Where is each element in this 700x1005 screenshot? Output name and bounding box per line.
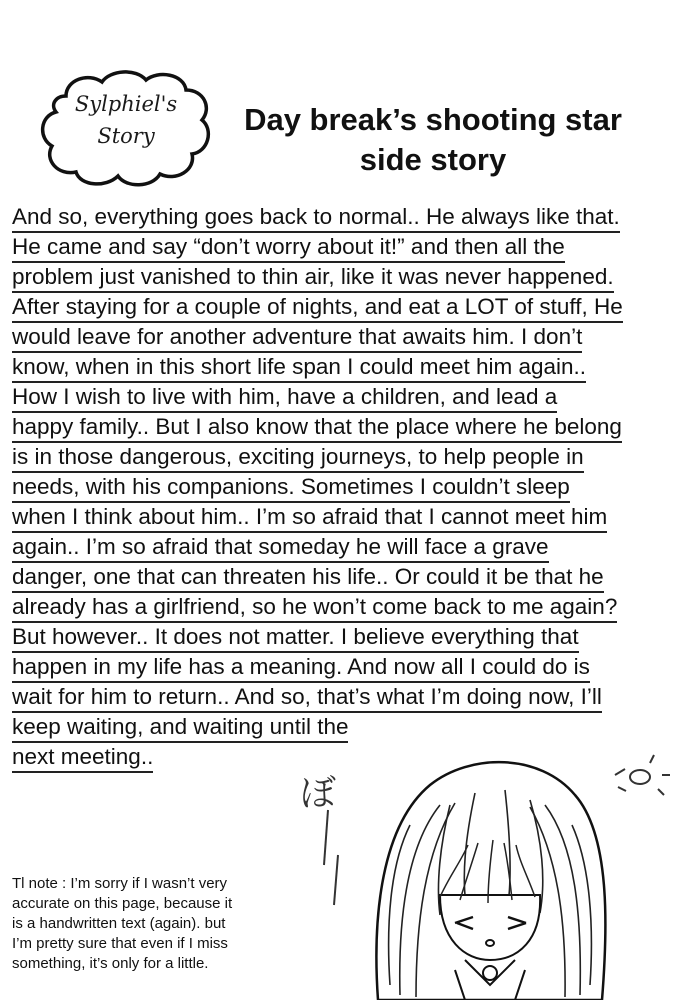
story-line: [12, 472, 696, 502]
story-line: [12, 232, 696, 262]
story-line-text: keep waiting, and waiting until the: [12, 714, 348, 743]
story-line: [12, 712, 696, 742]
story-line: [12, 262, 696, 292]
title-line-2: side story: [359, 142, 507, 177]
story-line: [12, 442, 696, 472]
note-line: Tl note : I’m sorry if I wasn’t very: [12, 875, 228, 892]
sparkle-icon: [615, 755, 670, 795]
story-line: [12, 532, 696, 562]
story-line-text: happy family.. But I also know that the place where he belong: [12, 414, 622, 443]
story-line-text: needs, with his companions. Sometimes I couldn’t sleep: [12, 474, 570, 503]
translator-note: [12, 874, 302, 974]
story-line-text: wait for him to return.. And so, that’s what I’m doing now, I’ll: [12, 684, 602, 713]
story-line-text: He came and say “don’t worry about it!” and then all the: [12, 234, 565, 263]
story-line-text: already has a girlfriend, so he won’t come back to me again?: [12, 594, 617, 623]
story-line: [12, 562, 696, 592]
story-line: [12, 202, 696, 232]
badge-line-1: Sylphiel's: [74, 92, 178, 116]
story-line: [12, 382, 696, 412]
story-line-text: problem just vanished to thin air, like it was never happened.: [12, 264, 614, 293]
story-line: [12, 592, 696, 622]
chibi-girl-drawing: [290, 745, 700, 1000]
story-line: [12, 322, 696, 352]
title-line-1: Day break’s shooting star: [244, 102, 622, 137]
note-line: is a handwritten text (again). but: [12, 915, 226, 932]
note-line: I’m pretty sure that even if I miss: [12, 935, 228, 952]
story-line-text: is in those dangerous, exciting journeys, to help people in: [12, 444, 584, 473]
story-line-text: happen in my life has a meaning. And now all I could do is: [12, 654, 590, 683]
sfx-text: ぼ: [300, 773, 337, 814]
story-line-text: next meeting..: [12, 744, 153, 773]
story-line-text: again.. I’m so afraid that someday he will face a grave: [12, 534, 549, 563]
story-line: [12, 352, 696, 382]
story-line-text: when I think about him.. I’m so afraid that I cannot meet him: [12, 504, 607, 533]
story-line-text: would leave for another adventure that awaits him. I don’t: [12, 324, 582, 353]
story-line-text: danger, one that can threaten his life.. Or could it be that he: [12, 564, 604, 593]
story-line: [12, 292, 696, 322]
badge-line-2: Story: [97, 124, 155, 148]
story-badge-cloud: [36, 68, 216, 190]
story-line: [12, 412, 696, 442]
note-line: accurate on this page, because it: [12, 895, 233, 912]
story-line: [12, 652, 696, 682]
story-text: [12, 202, 696, 772]
story-line: [12, 622, 696, 652]
story-line-text: And so, everything goes back to normal.. He always like that.: [12, 204, 620, 233]
story-line-text: After staying for a couple of nights, and eat a LOT of stuff, He: [12, 294, 623, 323]
story-line: [12, 502, 696, 532]
chibi-character-illustration: [290, 745, 700, 1000]
story-line: [12, 682, 696, 712]
story-line-text: But however.. It does not matter. I believe everything that: [12, 624, 579, 653]
note-line: something, it’s only for a little.: [12, 955, 209, 972]
story-line-text: How I wish to live with him, have a children, and lead a: [12, 384, 557, 413]
story-line-text: know, when in this short life span I could meet him again..: [12, 354, 586, 383]
page-title: [228, 100, 638, 180]
